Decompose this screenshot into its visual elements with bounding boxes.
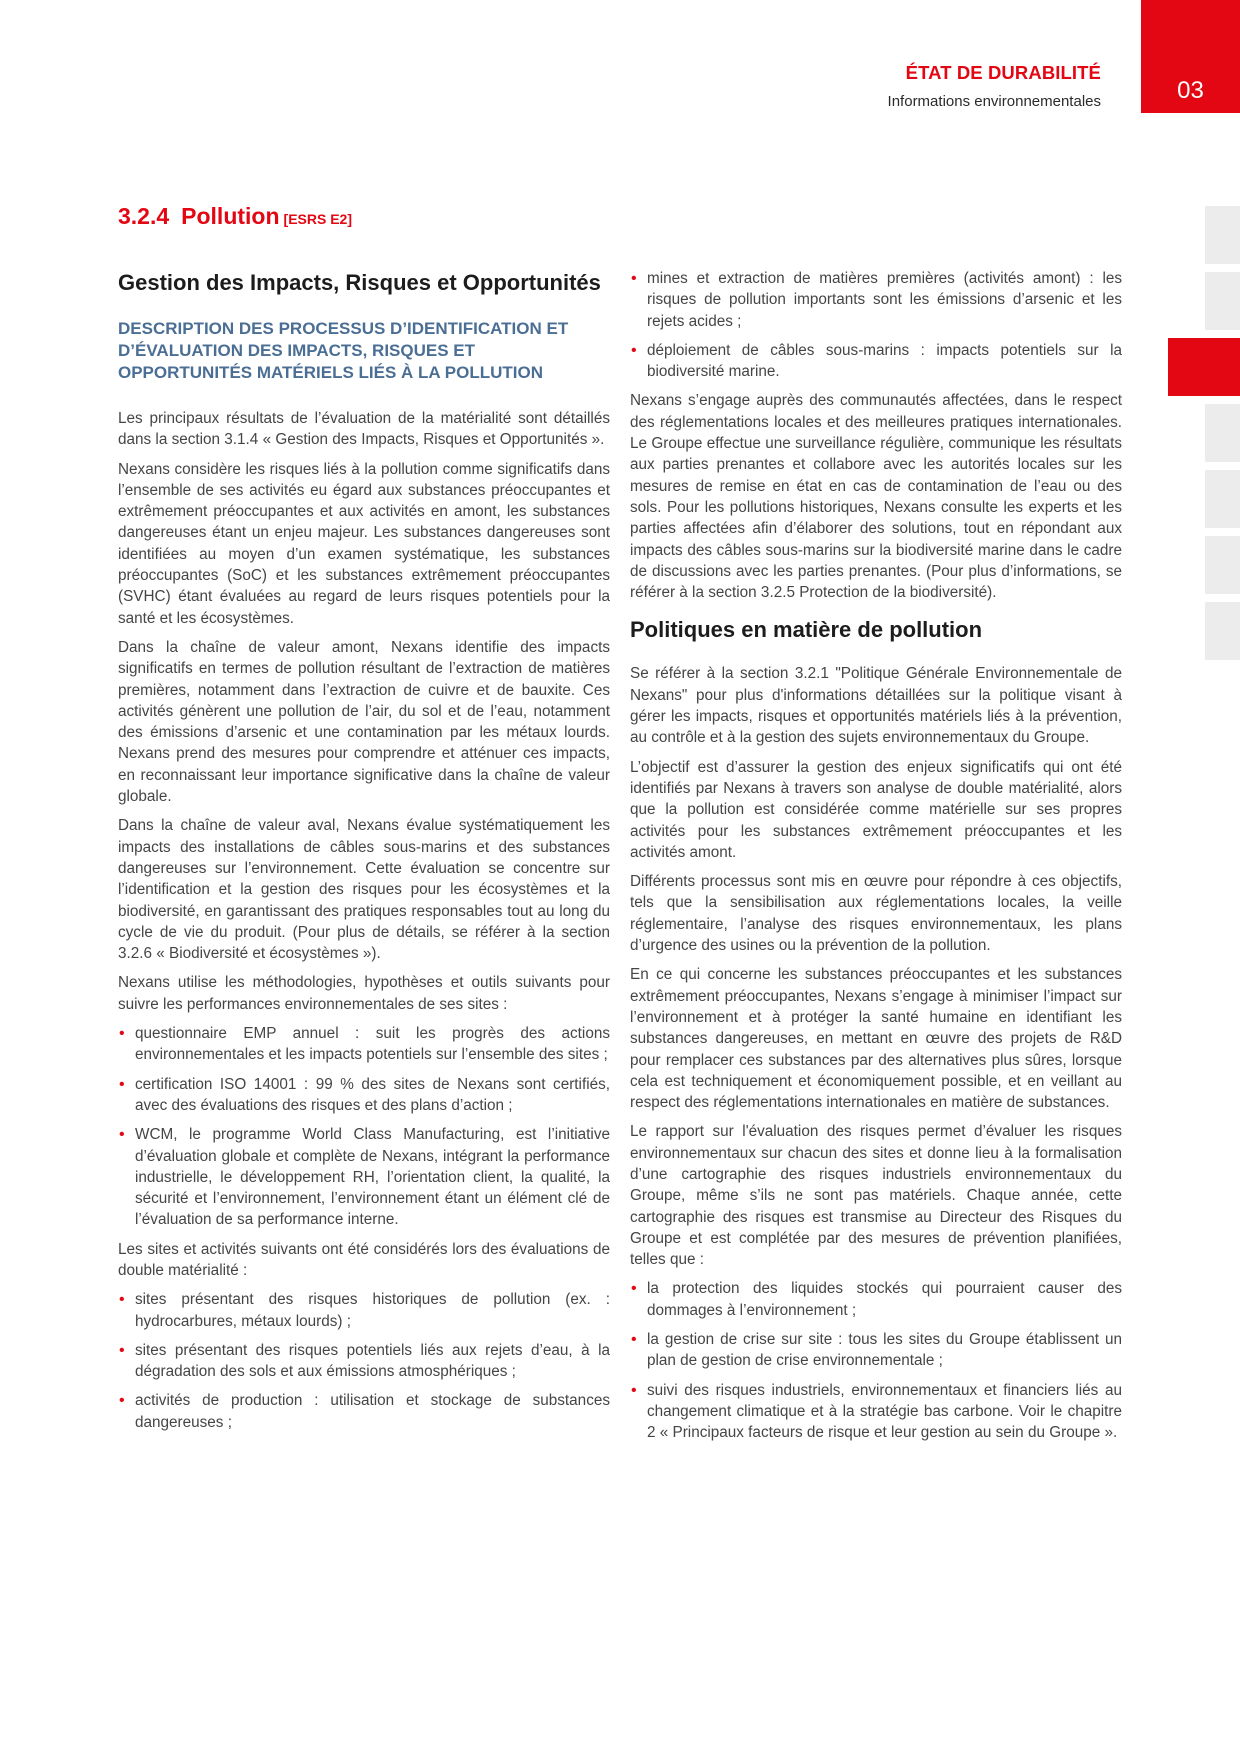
paragraph: Les principaux résultats de l’évaluation de la matérialité sont détaillés dans la section 3.1.4 « Gestion des Impacts, Risques et Opportunités ».	[118, 410, 610, 449]
paragraph: Nexans utilise les méthodologies, hypothèses et outils suivants pour suivre les performances environnementales de ses sites :	[118, 974, 610, 1013]
bullet-list	[118, 1289, 610, 1433]
bullet-icon: •	[119, 1126, 125, 1144]
list-item-text: certification ISO 14001 : 99 % des sites de Nexans sont certifiés, avec des évaluations des risques et des plans d’action ;	[135, 1075, 610, 1114]
list-item-text: déploiement de câbles sous-marins : impacts potentiels sur la biodiversité marine.	[647, 341, 1122, 381]
bullet-icon: •	[119, 1291, 125, 1309]
list-item	[630, 268, 1122, 332]
list-item-text: questionnaire EMP annuel : suit les progrès des actions environnementales et les impacts potentiels sur l’ensemble des sites ;	[135, 1025, 610, 1064]
side-tab-5	[1205, 470, 1240, 528]
left-column	[118, 268, 610, 1441]
bullet-icon: •	[119, 1025, 125, 1043]
section-heading	[118, 201, 352, 235]
section-title: Pollution	[181, 203, 280, 229]
side-tab-4	[1205, 404, 1240, 462]
bullet-list	[630, 268, 1122, 382]
header-title: ÉTAT DE DURABILITÉ	[905, 62, 1101, 83]
paragraph: Les sites et activités suivants ont été considérés lors des évaluations de double matérialité :	[118, 1240, 610, 1279]
paragraph: Nexans s’engage auprès des communautés affectées, dans le respect des réglementations locales et des meilleures pratiques internationales. Le Groupe effectue une surveillance régulière, communique les résultats aux parties prenantes et collabore avec les autorités locales sur les mesures de remise en état en cas de contamination de l’eau ou des sols. Pour les pollutions historiques, Nexans consulte les experts et les parties affectées afin d’élaborer des solutions, tout en répondant aux impacts des câbles sous-marins sur la biodiversité marine dans le cadre de discussions avec les parties prenantes. (Pour plus d’informations, se référer à la section 3.2.5 Protection de la biodiversité).	[630, 392, 1122, 602]
side-tab-7	[1205, 602, 1240, 660]
section-tag: [ESRS E2]	[283, 211, 352, 227]
header-subtitle: Informations environnementales	[887, 93, 1101, 110]
paragraph: Dans la chaîne de valeur amont, Nexans identifie des impacts significatifs en termes de pollution résultant de l’extraction de matières premières, notamment dans l’extraction de cuivre et de bauxite. Ces activités génèrent une pollution de l’air, du sol et de l’eau, notamment des émissions d’arsenic et une contamination par les métaux lourds. Nexans prend des mesures pour comprendre et atténuer ces impacts, en reconnaissant leur importance significative dans la chaîne de valeur globale.	[118, 638, 610, 806]
list-item	[630, 1380, 1122, 1444]
bullet-icon: •	[119, 1075, 125, 1093]
list-item	[118, 1023, 610, 1066]
list-item-text: mines et extraction de matières premières (activités amont) : les risques de pollution importants sont les émissions d’arsenic et les rejets acides ;	[647, 270, 1122, 330]
bullet-icon: •	[631, 1280, 637, 1298]
bullet-icon: •	[631, 270, 637, 287]
list-item-text: WCM, le programme World Class Manufacturing, est l’initiative d’évaluation globale et complète de Nexans, intégrant la performance industrielle, le développement RH, l’orientation client, la qualité, la sécurité et l’environnement, l’environnement étant un élément clé de l’évaluation de sa performance interne.	[135, 1126, 610, 1229]
bullet-icon: •	[631, 1381, 637, 1399]
subsection-subheading: DESCRIPTION DES PROCESSUS D’IDENTIFICATION ET D’ÉVALUATION DES IMPACTS, RISQUES ET OPPORTUNITÉS MATÉRIELS LIÉS À LA POLLUTION	[118, 319, 569, 382]
list-item	[118, 1390, 610, 1433]
side-tab-1	[1205, 206, 1240, 264]
right-column	[630, 268, 1122, 1452]
paragraph: Nexans considère les risques liés à la pollution comme significatifs dans l’ensemble de ses activités eu égard aux substances préoccupantes et extrêmement préoccupantes et aux activités en amont, les substances dangereuses étant un enjeu majeur. Les substances dangereuses sont identifiées au moyen d’un examen systématique, les substances préoccupantes (SoC) et les substances extrêmement préoccupantes (SVHC) étant évaluées au regard de leurs risques potentiels pour la santé et les écosystèmes.	[118, 460, 610, 627]
bullet-icon: •	[119, 1392, 125, 1410]
list-item-text: sites présentant des risques historiques de pollution (ex. : hydrocarbures, métaux lourds) ;	[135, 1291, 610, 1330]
list-item	[630, 1278, 1122, 1321]
bullet-icon: •	[631, 341, 637, 359]
chapter-number: 03	[1177, 77, 1204, 104]
list-item-text: suivi des risques industriels, environnementaux et financiers liés au changement climatique et à la stratégie bas carbone. Voir le chapitre 2 « Principaux facteurs de risque et leur gestion au sein du Groupe ».	[647, 1381, 1122, 1442]
page-header	[888, 62, 1101, 112]
bullet-icon: •	[631, 1331, 637, 1349]
paragraph: L’objectif est d’assurer la gestion des enjeux significatifs qui ont été identifiés par Nexans à travers son analyse de double matérialité, alors que la pollution est considérée comme matérielle sur ses propres activités pour les substances extrêmement préoccupantes et les activités amont.	[630, 758, 1122, 861]
policies-heading: Politiques en matière de pollution	[630, 617, 983, 643]
chapter-tab	[1141, 0, 1240, 113]
list-item	[630, 340, 1122, 383]
list-item	[630, 1329, 1122, 1372]
section-number: 3.2.4	[118, 203, 170, 229]
paragraph: Différents processus sont mis en œuvre pour répondre à ces objectifs, tels que la sensibilisation aux réglementations locales, la veille réglementaire, l’analyse des risques environnementaux, les plans d’urgence des usines ou la prévention de la pollution.	[630, 873, 1122, 955]
bullet-list	[630, 1278, 1122, 1443]
list-item	[118, 1074, 610, 1117]
paragraph: Se référer à la section 3.2.1 "Politique Générale Environnementale de Nexans" pour plus d'informations détaillées sur la politique visant à gérer les impacts, risques et opportunités matériels liés à la prévention, au contrôle et à la gestion des sujets environnementaux du Groupe.	[630, 665, 1122, 747]
bullet-list	[118, 1023, 610, 1231]
list-item-text: la protection des liquides stockés qui pourraient causer des dommages à l’environnement ;	[647, 1280, 1122, 1319]
bullet-icon: •	[119, 1341, 125, 1359]
side-tab-2	[1205, 272, 1240, 330]
paragraph: En ce qui concerne les substances préoccupantes et les substances extrêmement préoccupantes, Nexans s’engage à minimiser l’impact sur l’environnement et à protéger la santé humaine en identifiant les substances dangereuses, en mettant en œuvre des projets de R&D pour remplacer ces substances par des alternatives plus sûres, lorsque cela est techniquement et économiquement possible, et en veillant au respect des réglementations internationales en matière de substances.	[630, 966, 1122, 1112]
list-item	[118, 1124, 610, 1230]
subsection-heading: Gestion des Impacts, Risques et Opportunités	[118, 270, 601, 295]
list-item-text: la gestion de crise sur site : tous les sites du Groupe établissent un plan de gestion de crise environnementale ;	[647, 1331, 1122, 1370]
list-item-text: sites présentant des risques potentiels liés aux rejets d’eau, à la dégradation des sols et aux émissions atmosphériques ;	[135, 1341, 610, 1381]
side-tab-active	[1168, 338, 1240, 396]
paragraph: Dans la chaîne de valeur aval, Nexans évalue systématiquement les impacts des installations de câbles sous-marins et des substances dangereuses sur l’environnement. Cette évaluation se concentre sur l’identification et la gestion des risques pour les écosystèmes et la biodiversité, en garantissant des pratiques responsables tout au long du cycle de vie du produit. (Pour plus de détails, se référer à la section 3.2.6 « Biodiversité et écosystèmes »).	[118, 817, 610, 963]
side-tab-strip	[1205, 206, 1240, 668]
list-item-text: activités de production : utilisation et stockage de substances dangereuses ;	[135, 1392, 610, 1431]
side-tab-6	[1205, 536, 1240, 594]
list-item	[118, 1340, 610, 1383]
paragraph: Le rapport sur l'évaluation des risques permet d’évaluer les risques environnementaux sur chacun des sites et donne lieu à la formalisation d’une cartographie des risques industriels environnementaux du Groupe, même s’ils ne sont pas matériels. Chaque année, cette cartographie des risques est transmise au Directeur des Risques du Groupe et est complétée par des mesures de prévention planifiées, telles que :	[630, 1123, 1122, 1269]
list-item	[118, 1289, 610, 1332]
